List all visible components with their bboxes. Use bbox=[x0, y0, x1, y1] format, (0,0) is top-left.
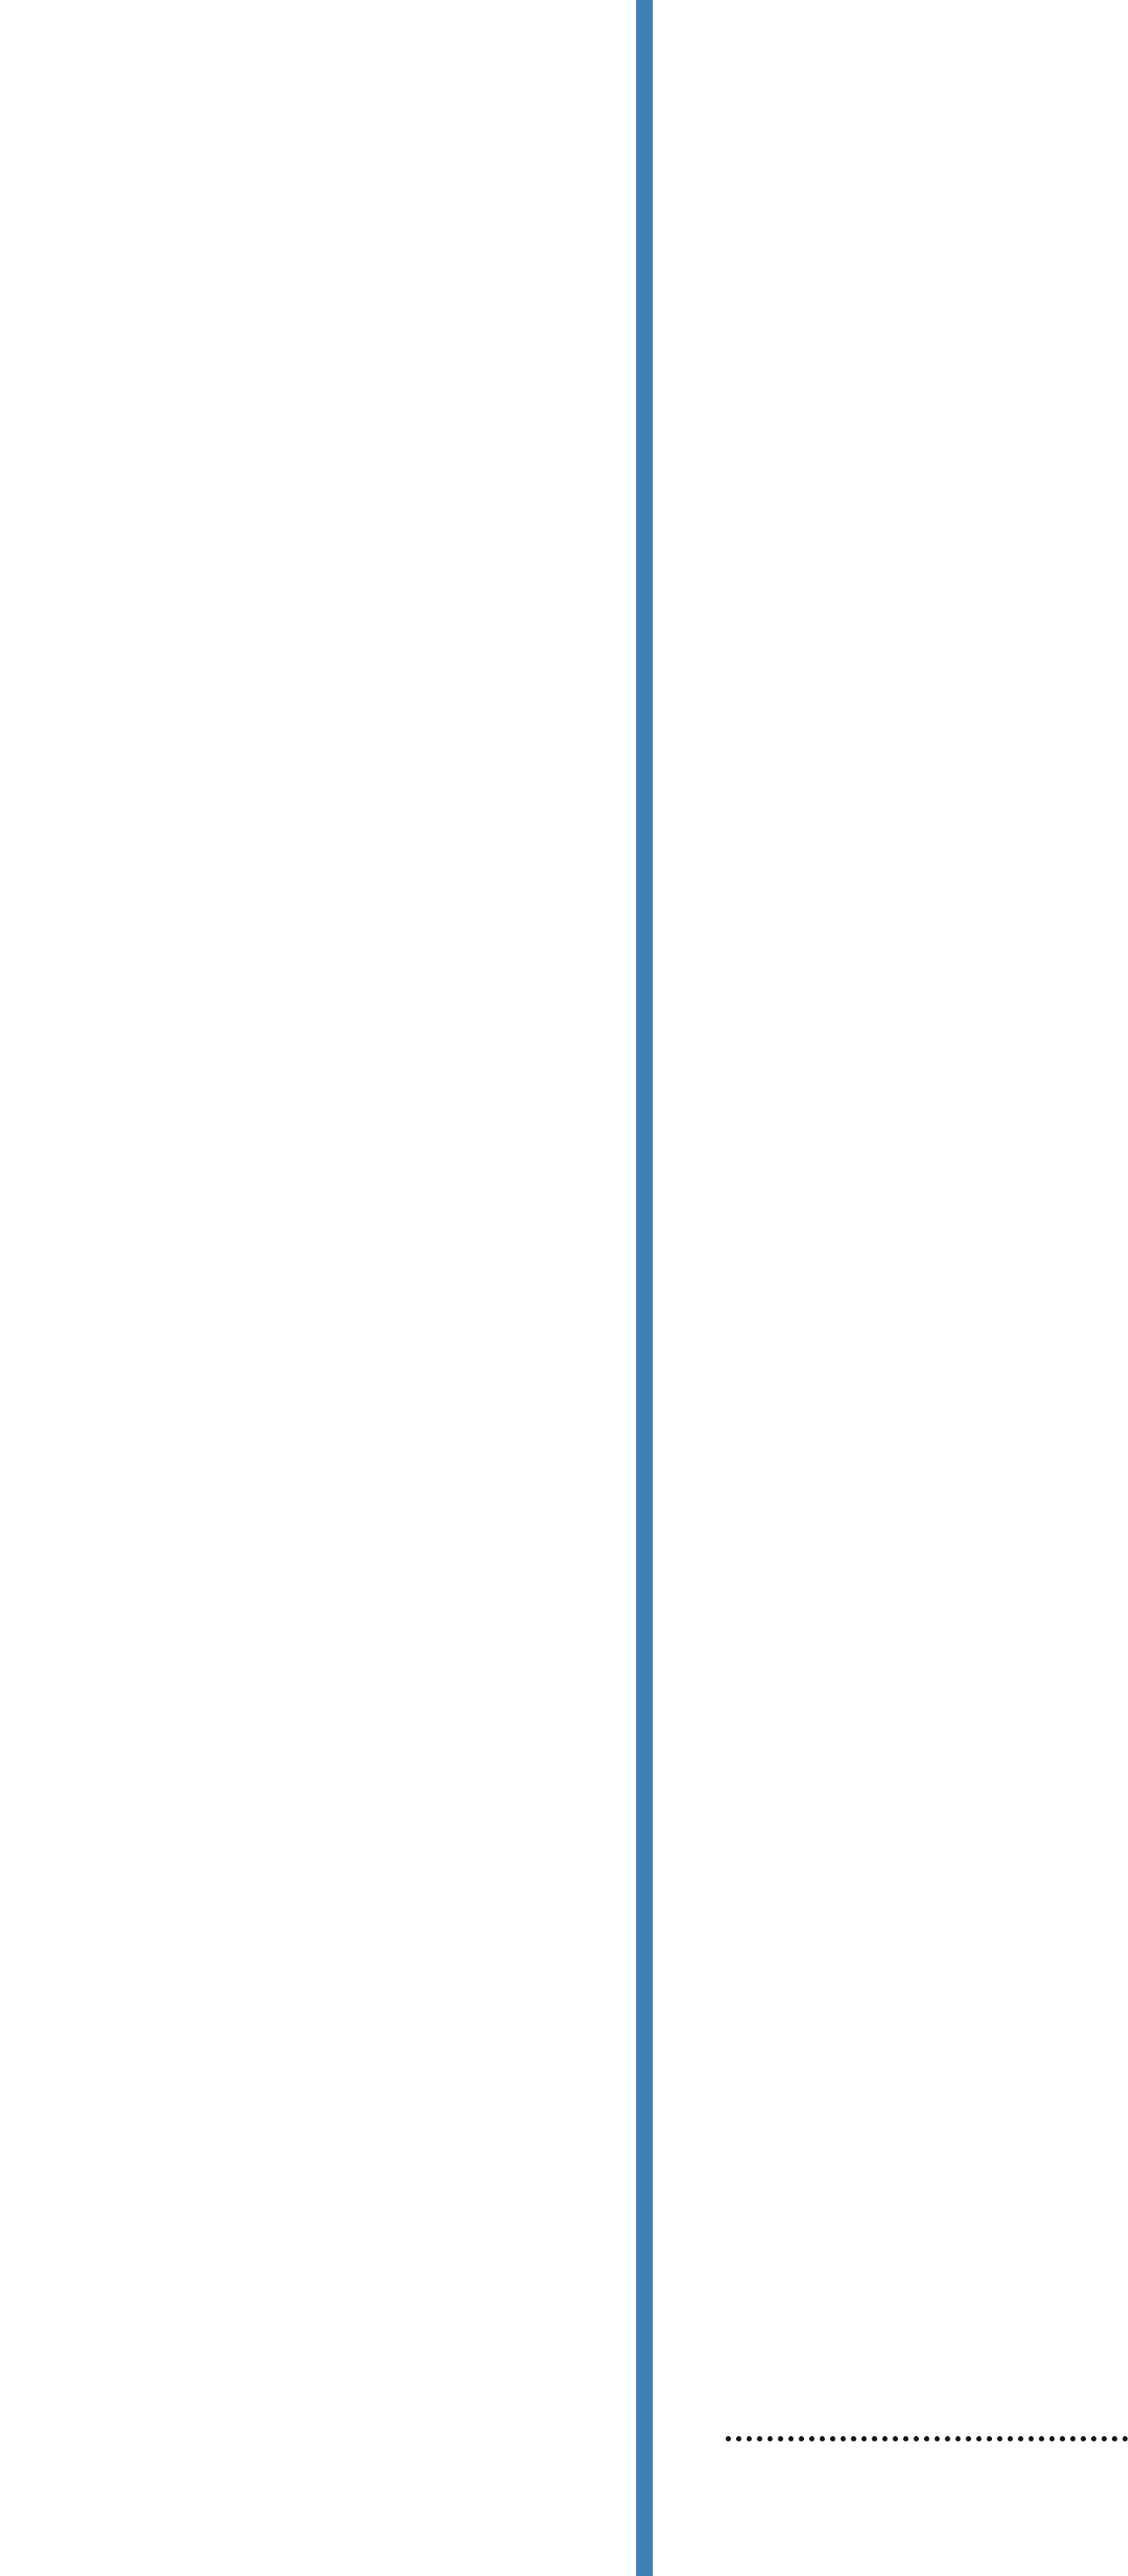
column-divider bbox=[636, 0, 653, 2576]
dotted-rule bbox=[726, 2436, 1128, 2441]
